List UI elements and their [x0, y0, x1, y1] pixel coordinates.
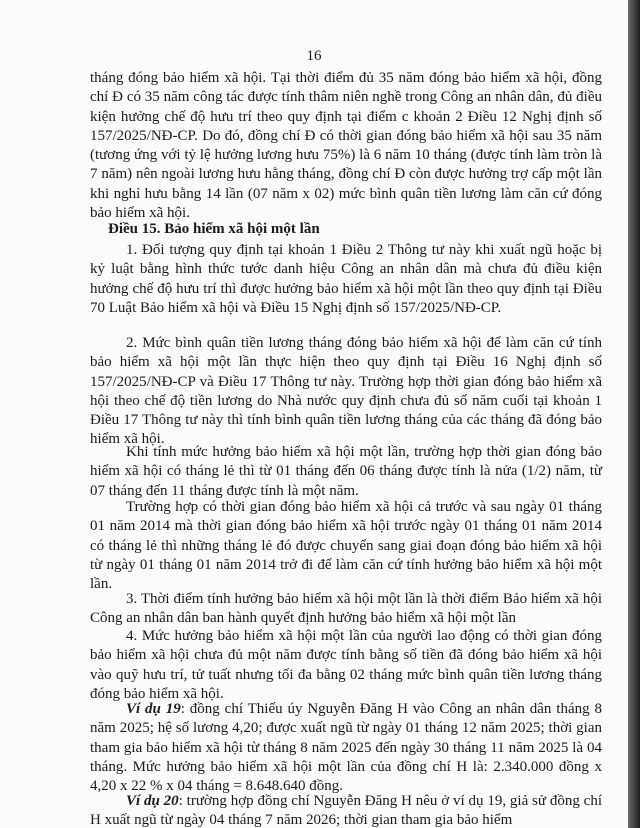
- paragraph-clause-4: 4. Mức hưởng bảo hiểm xã hội một lần của người lao động có thời gian đóng bảo hiểm xã hội chưa đủ một năm được tính bằng số tiền đã đóng bảo hiểm xã hội vào quỹ hưu trí, tử tuất nhưng tối đa bằng 02 tháng mức bình quân tiền lương tháng đóng bảo hiểm xã hội.: [90, 628, 602, 702]
- paragraph-odd-months: Khi tính mức hưởng bảo hiểm xã hội một lần, trường hợp thời gian đóng bảo hiểm xã hội có tháng lẻ thì từ 01 tháng đến 06 tháng được tính là nửa (1/2) năm, từ 07 tháng đến 11 tháng được tính là một năm.: [90, 444, 602, 499]
- example-20-text: : trường hợp đồng chí Nguyễn Đăng H nêu ở ví dụ 19, giả sử đồng chí H xuất ngũ từ ngày 04 tháng 7 năm 2026; thời gian tham gia bảo hiểm: [90, 793, 602, 828]
- article-heading: Điều 15. Bảo hiểm xã hội một lần: [108, 221, 320, 237]
- page-edge-shadow: [628, 0, 640, 828]
- paragraph-clause-3: 3. Thời điểm tính hưởng bảo hiểm xã hội một lần là thời điểm Bảo hiểm xã hội Công an nhân dân ban hành quyết định hưởng bảo hiểm xã hội một lần: [90, 591, 602, 627]
- example-19: [90, 700, 602, 796]
- paragraph-clause-1: 1. Đối tượng quy định tại khoản 1 Điều 2 Thông tư này khi xuất ngũ hoặc bị kỷ luật bằng hình thức tước danh hiệu Công an nhân dân mà chưa đủ điều kiện hưởng chế độ hưu trí thì được hưởng bảo hiểm xã hội một lần theo quy định tại Điều 70 Luật Bảo hiểm xã hội và Điều 15 Nghị định số 157/2025/NĐ-CP.: [90, 242, 602, 316]
- paragraph-continued: tháng đóng bảo hiểm xã hội. Tại thời điểm đủ 35 năm đóng bảo hiểm xã hội, đồng chí Đ có 35 năm công tác được tính thâm niên nghề trong Công an nhân dân, đủ điều kiện hưởng chế độ hưu trí theo quy định tại điểm c khoản 2 Điều 12 Nghị định số 157/2025/NĐ-CP. Do đó, đồng chí Đ có thời gian đóng bảo hiểm xã hội sau 35 năm (tương ứng với tỷ lệ hưởng lương hưu 75%) là 6 năm 10 tháng (được tính làm tròn là 7 năm) nên ngoài lương hưu hằng tháng, đồng chí Đ còn được hưởng trợ cấp một lần khi nghỉ hưu bằng 14 lần (07 năm x 02) mức bình quân tiền lương làm căn cứ đóng bảo hiểm xã hội.: [90, 70, 602, 222]
- page-number: 16: [306, 48, 322, 64]
- example-20: [90, 792, 602, 828]
- example-19-label: Ví dụ 19: [126, 701, 181, 717]
- example-20-label: Ví dụ 20: [126, 793, 179, 809]
- paragraph-clause-2: 2. Mức bình quân tiền lương tháng đóng bảo hiểm xã hội để làm căn cứ tính bảo hiểm xã hội một lần thực hiện theo quy định tại Điều 16 Nghị định số 157/2025/NĐ-CP và Điều 17 Thông tư này. Trường hợp thời gian đóng bảo hiểm xã hội theo chế độ tiền lương do Nhà nước quy định chưa đủ số năm cuối tại khoản 1 Điều 17 Thông tư này thì tính bình quân tiền lương tháng của các tháng đã đóng bảo hiểm xã hội.: [90, 335, 602, 448]
- example-19-text: : đồng chí Thiếu úy Nguyễn Đăng H vào Công an nhân dân tháng 8 năm 2025; hệ số lương 4,20; được xuất ngũ từ ngày 01 tháng 12 năm 2025; thời gian tham gia bảo hiểm xã hội từ tháng 8 năm 2025 đến ngày 30 tháng 11 năm 2025 là 04 tháng. Mức hưởng bảo hiểm xã hội một lần của đồng chí H là: 2.340.000 đồng x 4,20 x 22 % x 04 tháng = 8.648.640 đồng.: [90, 701, 602, 795]
- paragraph-before-2014: Trường hợp có thời gian đóng bảo hiểm xã hội cả trước và sau ngày 01 tháng 01 năm 2014 mà thời gian đóng bảo hiểm xã hội trước ngày 01 tháng 01 năm 2014 có tháng lẻ thì những tháng lẻ đó được chuyển sang giai đoạn đóng bảo hiểm xã hội từ ngày 01 tháng 01 năm 2014 trở đi để làm căn cứ tính hưởng bảo hiểm xã hội một lần.: [90, 499, 602, 593]
